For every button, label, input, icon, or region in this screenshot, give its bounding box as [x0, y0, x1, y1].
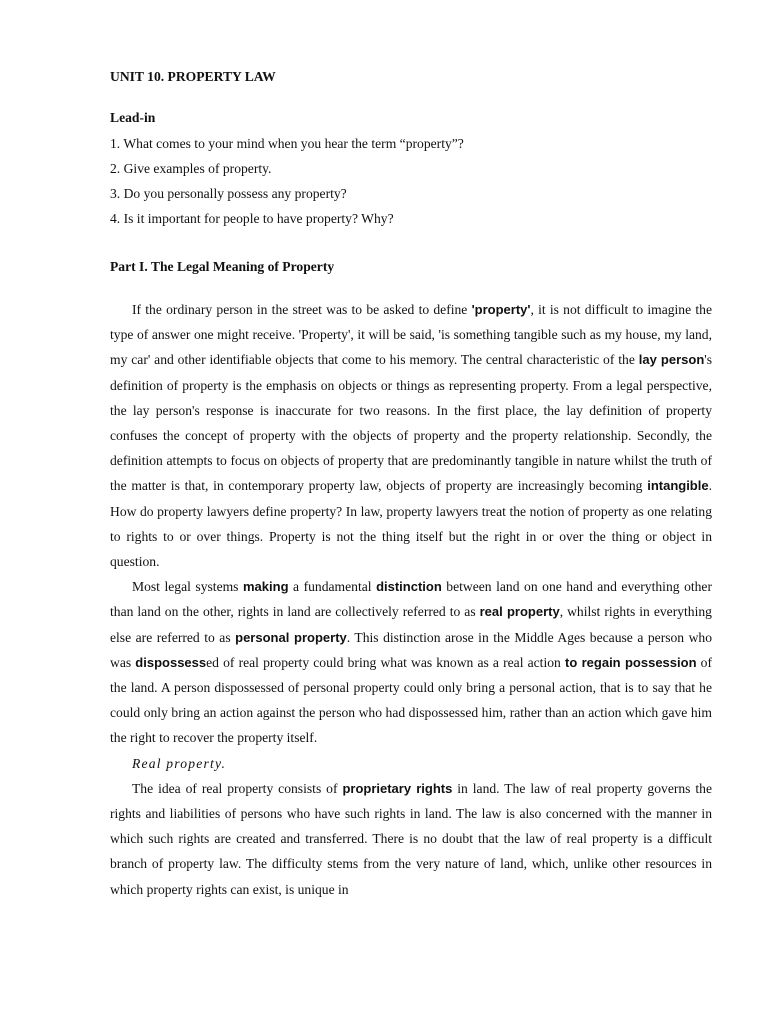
subheading-real-property: Real property. — [132, 755, 227, 771]
text-run: The idea of real property consists of — [132, 780, 343, 796]
bold-term: distinction — [376, 579, 442, 595]
lead-in-question: 1. What comes to your mind when you hear the term “property”? — [110, 136, 464, 151]
text-run: in land. The law of real property governs the rights and liabilities of persons who have such rights in land. The law is also concerned with the manner in which such rights are created and transferred. There is no doubt that the law of real property is a difficult branch of property law. The difficulty stems from the very nature of land, which, unlike other resources in which property rights can exist, is unique in — [110, 780, 713, 897]
unit-title: UNIT 10. PROPERTY LAW — [110, 69, 276, 84]
paragraph-distinction — [110, 574, 712, 750]
lead-in-question: 3. Do you personally possess any property? — [110, 186, 347, 201]
bold-term: dispossess — [135, 654, 207, 670]
bold-term: to regain possession — [564, 654, 697, 670]
bold-term: 'property' — [471, 302, 531, 317]
lead-in-question: 2. Give examples of property. — [110, 161, 272, 176]
part-heading: Part I. The Legal Meaning of Property — [110, 259, 335, 274]
text-run: of the land. A person dispossessed of personal property could only bring a personal action, that is to say that he could only bring an action against the person who had dispossessed him, rather than an action which gave him the right to recover the property itself. — [110, 654, 712, 746]
paragraph-definition — [110, 297, 712, 574]
paragraph-real-property — [110, 776, 712, 902]
lead-in-question: 4. Is it important for people to have property? Why? — [110, 211, 394, 226]
bold-term: proprietary rights — [342, 780, 453, 796]
text-run: . This distinction arose in the Middle Ages because a person who was — [110, 629, 713, 670]
text-run: 's definition of property is the emphasis on objects or things as representing property. From a legal perspective, the lay person's response is inaccurate for two reasons. In the first place, the lay definition of property confuses the concept of property with the objects of property and the property relationship. Secondly, the definition attempts to focus on objects of property that are predominantly tangible in nature whilst the truth of the matter is that, in contemporary property law, objects of property are increasingly becoming — [110, 352, 713, 494]
text-run: . How do property lawyers define property? In law, property lawyers treat the notion of property as one relating to rights to or over things. Property is not the thing itself but the right in or over the thing or object in question. — [110, 478, 712, 570]
bold-term: lay person — [638, 352, 705, 368]
bold-term: personal property — [235, 629, 347, 645]
lead-in-questions — [110, 131, 712, 231]
bold-term: real property — [479, 604, 560, 620]
text-run: , it is not difficult to imagine the type of answer one might receive. 'Property', it will be said, 'is something tangible such as my house, my land, my car' and other identifiable objects that come to his memory. The central characteristic of the — [110, 302, 712, 368]
text-run: between land on one hand and everything other than land on the other, rights in land are collectively referred to as — [110, 579, 712, 620]
lead-in-heading: Lead-in — [110, 110, 156, 125]
text-run: Most legal systems — [132, 579, 243, 595]
text-run: a fundamental — [288, 579, 377, 595]
text-run: ed of real property could bring what was known as a real action — [206, 654, 565, 670]
bold-term: making — [243, 579, 289, 595]
text-run: If the ordinary person in the street was to be asked to define — [132, 302, 472, 317]
text-run: , whilst rights in everything else are referred to as — [110, 604, 712, 645]
bold-term: intangible — [647, 478, 709, 494]
